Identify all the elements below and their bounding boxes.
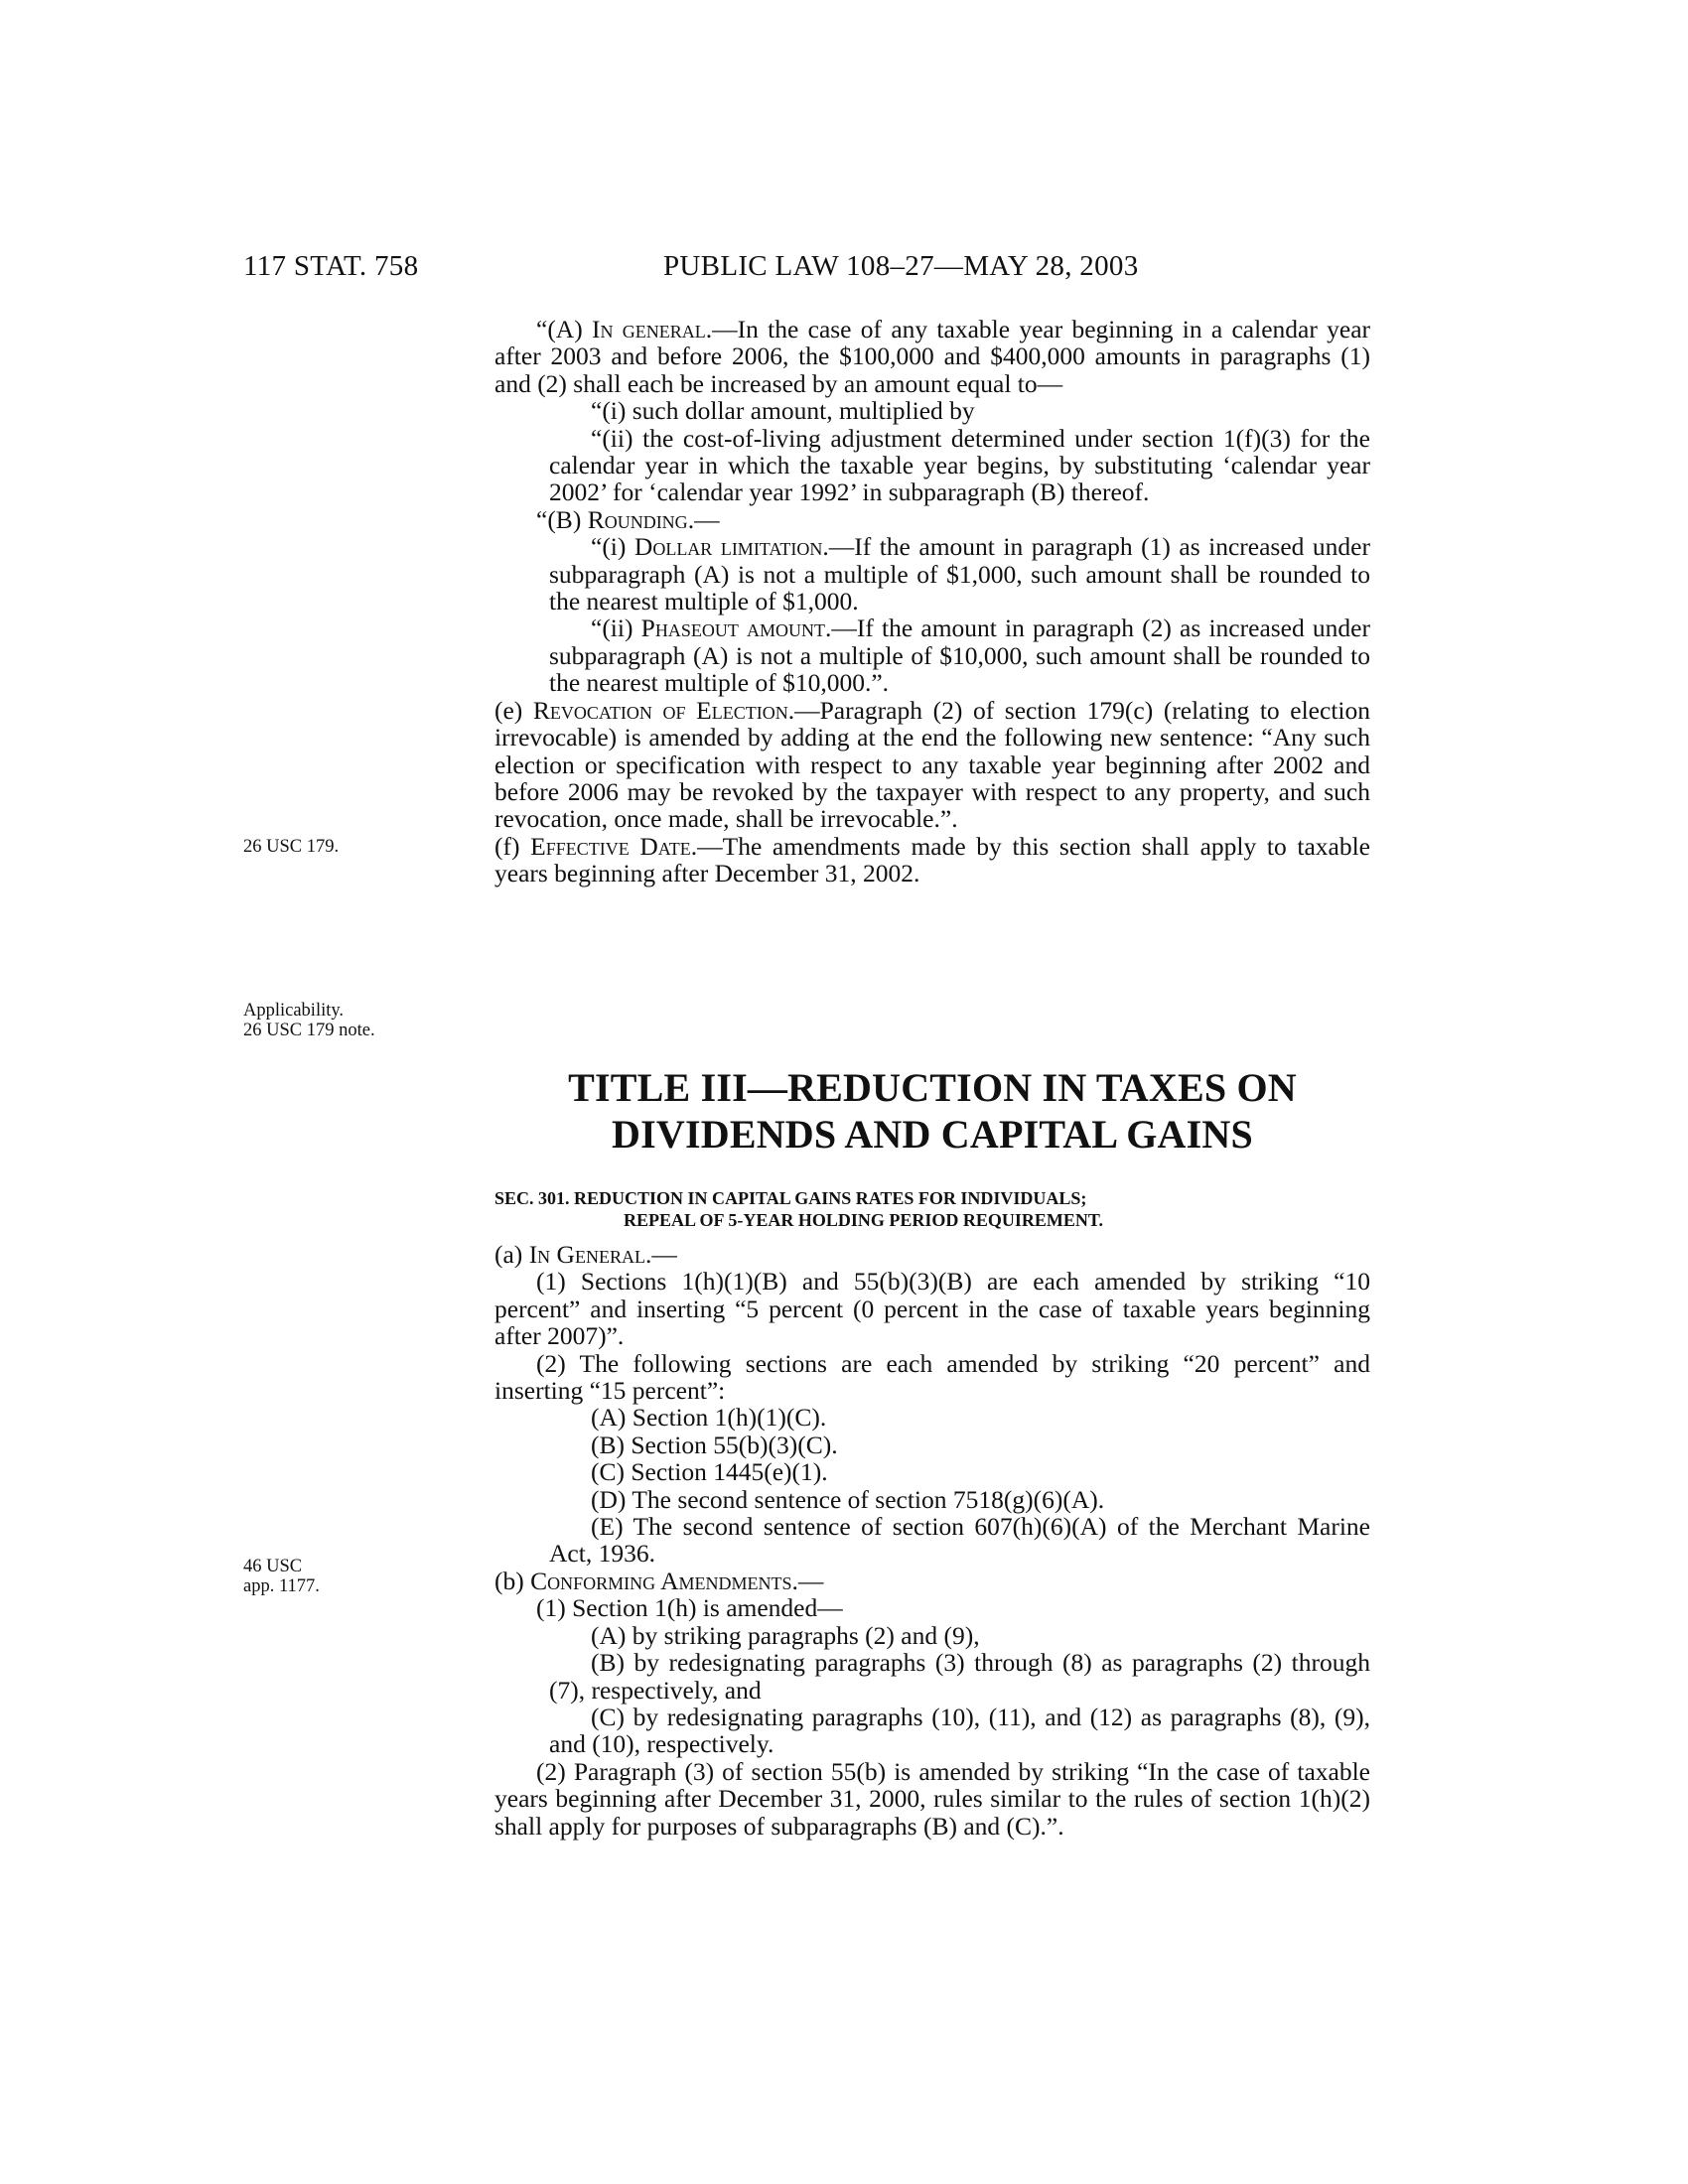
body-text-upper <box>494 316 1370 887</box>
paragraph-text: “(A) <box>536 315 593 343</box>
paragraph-text: .—The amendments made by this section shall apply to taxable years beginning after December 31, 2002. <box>494 831 1370 888</box>
margin-note-46usc-line-1: 46 USC <box>243 1557 303 1576</box>
paragraph <box>494 697 1370 833</box>
margin-note-26usc179-note: 26 USC 179 note. <box>243 1021 375 1040</box>
paragraph-text: “(i) <box>591 532 634 562</box>
margin-note-26usc179: 26 USC 179. <box>243 837 340 857</box>
paragraph <box>494 1350 1370 1405</box>
paragraph <box>494 1404 1370 1431</box>
paragraph-text: (A) by striking paragraphs (2) and (9), <box>591 1620 980 1650</box>
paragraph <box>494 1486 1370 1513</box>
paragraph-text: (1) Section 1(h) is amended— <box>536 1593 843 1623</box>
paragraph-text: (C) by redesignating paragraphs (10), (11), and (12) as paragraphs (8), (9), and (10), respectively. <box>549 1702 1370 1759</box>
paragraph-text: .— <box>644 1240 677 1269</box>
paragraph-heading: In General <box>528 1240 645 1269</box>
body-text-lower <box>494 1241 1370 1840</box>
section-heading-line-2: REPEAL OF 5-YEAR HOLDING PERIOD REQUIREMENT. <box>624 1210 1104 1230</box>
paragraph-text: .—In the case of any taxable year beginning in a calendar year after 2003 and before 2006, the $100,000 and $400,000 amounts in paragraphs (1) and (2) shall each be increased by an amount equal to— <box>494 315 1371 398</box>
paragraph-text: (b) <box>494 1566 531 1595</box>
paragraph <box>494 533 1370 614</box>
paragraph-text: “(i) such dollar amount, multiplied by <box>591 396 975 426</box>
paragraph-text: (a) <box>494 1240 529 1269</box>
page-citation: 117 STAT. 758 <box>243 250 419 282</box>
paragraph <box>494 1758 1370 1840</box>
paragraph-heading: Rounding <box>587 504 688 534</box>
section-heading <box>494 1187 1370 1231</box>
margin-note-applicability <box>243 1001 442 1040</box>
paragraph-heading: Revocation of Election <box>532 695 788 725</box>
paragraph-heading: Conforming Amendments <box>530 1566 792 1595</box>
paragraph <box>494 1622 1370 1649</box>
paragraph-text: (e) <box>494 695 533 725</box>
title-line-2: DIVIDENDS AND CAPITAL GAINS <box>612 1112 1253 1157</box>
paragraph <box>494 1268 1370 1349</box>
paragraph-text: (D) The second sentence of section 7518(g)(6)(A). <box>591 1484 1105 1514</box>
paragraph <box>494 1568 1370 1594</box>
paragraph <box>494 1649 1370 1704</box>
paragraph-heading: Phaseout amount <box>640 614 826 643</box>
paragraph <box>494 1432 1370 1458</box>
paragraph <box>494 614 1370 696</box>
paragraph-text: .—If the amount in paragraph (2) as increased under subparagraph (A) is not a multiple of $10,000, such amount shall be rounded to the nearest multiple of $10,000.”. <box>549 614 1370 698</box>
paragraph <box>494 1513 1370 1568</box>
paragraph-heading: Dollar limitation <box>633 532 823 562</box>
margin-note-46usc-line-2: app. 1177. <box>243 1576 320 1596</box>
paragraph <box>494 1241 1370 1268</box>
paragraph-text: “(ii) the cost-of-living adjustment determined under section 1(f)(3) for the calendar year in which the taxable year begins, by substituting ‘calendar year 2002’ for ‘calendar year 1992’ in subparagraph (B) thereof. <box>549 423 1370 507</box>
paragraph-text: .—If the amount in paragraph (1) as increased under subparagraph (A) is not a multiple of $1,000, such amount shall be rounded to the nearest multiple of $1,000. <box>549 532 1370 616</box>
paragraph-text: .— <box>791 1566 824 1595</box>
paragraph-heading: Effective Date <box>530 831 691 861</box>
paragraph-text: (1) Sections 1(h)(1)(B) and 55(b)(3)(B) are each amended by striking “10 percent” and inserting “5 percent (0 percent in the case of taxable years beginning after 2007)”. <box>494 1267 1370 1351</box>
title-heading <box>494 1064 1370 1158</box>
paragraph-text: (2) Paragraph (3) of section 55(b) is amended by striking “In the case of taxable years beginning after December 31, 2000, rules similar to the rules of section 1(h)(2) shall apply for purposes of subparagraphs (B) and (C).”. <box>494 1756 1370 1841</box>
paragraph <box>494 1594 1370 1621</box>
margin-note-46usc <box>243 1557 442 1596</box>
paragraph <box>494 397 1370 424</box>
running-header: PUBLIC LAW 108–27—MAY 28, 2003 <box>663 250 1139 282</box>
paragraph-text: (C) Section 1445(e)(1). <box>591 1457 828 1487</box>
paragraph-heading: In general <box>592 315 706 343</box>
title-line-1: TITLE III—REDUCTION IN TAXES ON <box>568 1065 1297 1110</box>
paragraph <box>494 833 1370 887</box>
paragraph-text: .—Paragraph (2) of section 179(c) (relating to election irrevocable) is amended by adding at the end the following new sentence: “Any such election or specification with respect to any taxable year beginning after 2002 and before 2006 may be revoked by the taxpayer with respect to any property, and such revocation, once made, shall be irrevocable.”. <box>494 695 1370 834</box>
paragraph-text: “(B) <box>536 504 588 534</box>
paragraph <box>494 1704 1370 1758</box>
paragraph-text: .— <box>687 504 720 534</box>
paragraph-text: (E) The second sentence of section 607(h)(6)(A) of the Merchant Marine Act, 1936. <box>549 1512 1370 1569</box>
section-heading-line-1: SEC. 301. REDUCTION IN CAPITAL GAINS RATES FOR INDIVIDUALS; <box>494 1188 1087 1208</box>
paragraph-text: (B) by redesignating paragraphs (3) through (8) as paragraphs (2) through (7), respectively, and <box>549 1648 1370 1705</box>
paragraph <box>494 425 1370 506</box>
margin-note-applicability-label: Applicability. <box>243 1001 345 1021</box>
paragraph <box>494 506 1370 533</box>
paragraph-text: “(ii) <box>591 614 641 643</box>
paragraph-text: (A) Section 1(h)(1)(C). <box>591 1403 827 1433</box>
paragraph-text: (f) <box>494 831 531 861</box>
paragraph-text: (2) The following sections are each amended by striking “20 percent” and inserting “15 percent”: <box>494 1348 1370 1406</box>
paragraph-text: (B) Section 55(b)(3)(C). <box>591 1430 838 1459</box>
paragraph <box>494 316 1370 397</box>
paragraph <box>494 1458 1370 1485</box>
